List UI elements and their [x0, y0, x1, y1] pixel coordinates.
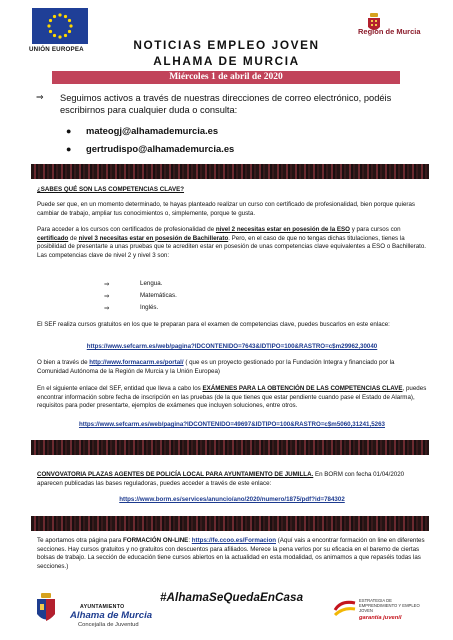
sef-link-2[interactable]: https://www.sefcarm.es/web/pagina?IDCONTENIDO=49697&IDTIPO=100&RASTRO=c$m5060,31241,5263 [78, 421, 385, 428]
arrow-icon: ⇒ [104, 293, 110, 300]
paragraph: Te aportamos otra página para FORMACIÓN ON-LINE: https://fe.ccoo.es/Formacion (Aquí vais a encontrar formación on line en diferentes secciones. Hay cursos gratuitos y no gratuitos con descuentos para afiliados. Merece la pena verlos por su eficacia en el baremo de ciertas bolsas de trabajo. La sección de educación tiene cursos abiertos en la actualidad en esta modalidad, os animamos a que repaséis todas las secciones.) [37, 537, 425, 570]
paragraph: El SEF realiza cursos gratuitos en los que te preparan para el examen de competencias clave, puedes buscarlos en este enlace: [37, 321, 390, 328]
sef-link-1[interactable]: https://www.sefcarm.es/web/pagina?IDCONTENIDO=7643&IDTIPO=100&RASTRO=c$m29962,30040 [86, 343, 378, 350]
ayuntamiento-name: Alhama de Murcia [70, 610, 153, 621]
decorative-divider [31, 440, 429, 455]
garantia-juvenil-logo-icon [333, 598, 357, 620]
bullet-icon: ● [66, 144, 72, 154]
arrow-icon: ⇒ [104, 281, 110, 288]
paragraph: CONVOVATORIA PLAZAS AGENTES DE POLICÍA LOCAL PARA AYUNTAMIENTO DE JUMILLA. En BORM con fecha 01/04/2020 aparecen publicadas las bases reguladoras, puedes acceder a través de este enlace: [37, 471, 405, 487]
list-item: Lengua. [140, 280, 163, 287]
arrow-icon: ⇒ [36, 92, 44, 102]
formacarm-link[interactable]: http://www.formacarm.es/portal/ [89, 359, 184, 366]
ayuntamiento-label: AYUNTAMIENTO [80, 604, 125, 610]
paragraph: O bien a través de http://www.formacarm.es/portal/ ( que es un proyecto gestionado por la Fundación Integra y financiado por la Comunidad Autónoma de la Región de Murcia y la Unión Europea) [37, 359, 395, 375]
decorative-divider [31, 164, 429, 179]
list-item: Inglés. [140, 304, 159, 311]
page-title: NOTICIAS EMPLEO JOVEN [133, 38, 320, 52]
arrow-icon: ⇒ [104, 305, 110, 312]
email-link-2[interactable]: gertrudispo@alhamademurcia.es [86, 143, 235, 154]
page-subtitle: ALHAMA DE MURCIA [153, 54, 300, 68]
paragraph: Para acceder a los cursos con certificados de profesionalidad de nivel 2 necesitas estar en posesión de la ESO y para cursos con certificado de nivel 3 necesitas estar en posesión de Bachillerato. Pero, en el caso de que no tengas dichas titulaciones, tienes la posibilidad de presentarte a unas pruebas que te acrediten estar en posesión de unas competencias clave equivalentes a ESO o Bachillerato. Las competencias clave de nivel 2 y nivel 3 son: [37, 226, 427, 259]
hashtag: #AlhamaSeQuedaEnCasa [160, 591, 304, 604]
intro-text: Seguimos activos a través de nuestras direcciones de correo electrónico, podéis escribirnos para cualquier duda o consulta: [60, 93, 392, 116]
concejalia-label: Concejalía de Juventud [78, 622, 139, 628]
garantia-juvenil-brand: garantía juvenil [359, 615, 402, 621]
borm-link[interactable]: https://www.borm.es/services/anuncio/ano/2020/numero/1875/pdf?id=784302 [119, 496, 345, 503]
list-item: Matemáticas. [140, 292, 177, 299]
bullet-icon: ● [66, 126, 72, 136]
ayuntamiento-shield-icon [35, 592, 57, 626]
link-row [37, 343, 427, 352]
paragraph: Puede ser que, en un momento determinado, te hayas planteado realizar un curso con certificado de profesionalidad, bien porque quieras cambiar de trabajo, ampliar tus conocimientos o, simplemente, porque te gusta. [37, 201, 416, 217]
decorative-divider [31, 516, 429, 531]
link-row [37, 496, 427, 505]
paragraph: En el siguiente enlace del SEF, entidad que lleva a cabo los EXÁMENES PARA LA OBTENCIÓN DE LAS COMPETENCIAS CLAVE, puedes encontrar información sobre fecha de inscripción en las pruebas (de la que tienes que estar pendiente cuando pase el Estado de Alarma), requisitos para poder presentarte, ejemplos de exámenes que incluyen soluciones, entre otros. [37, 385, 427, 410]
region-label: Región de Murcia [358, 27, 421, 36]
garantia-juvenil-text: ESTRATEGIA DE EMPRENDIMIENTO Y EMPLEO JOVEN [359, 598, 420, 613]
ccoo-link[interactable]: https://fe.ccoo.es/Formacion [191, 537, 276, 544]
section-heading-competencias: ¿SABES QUÉ SON LAS COMPETENCIAS CLAVE? [37, 186, 185, 193]
link-row [37, 421, 427, 430]
eu-label: UNIÓN EUROPEA [29, 46, 84, 53]
date-banner: Miércoles 1 de abril de 2020 [52, 71, 400, 84]
email-link-1[interactable]: mateogj@alhamademurcia.es [86, 125, 219, 136]
